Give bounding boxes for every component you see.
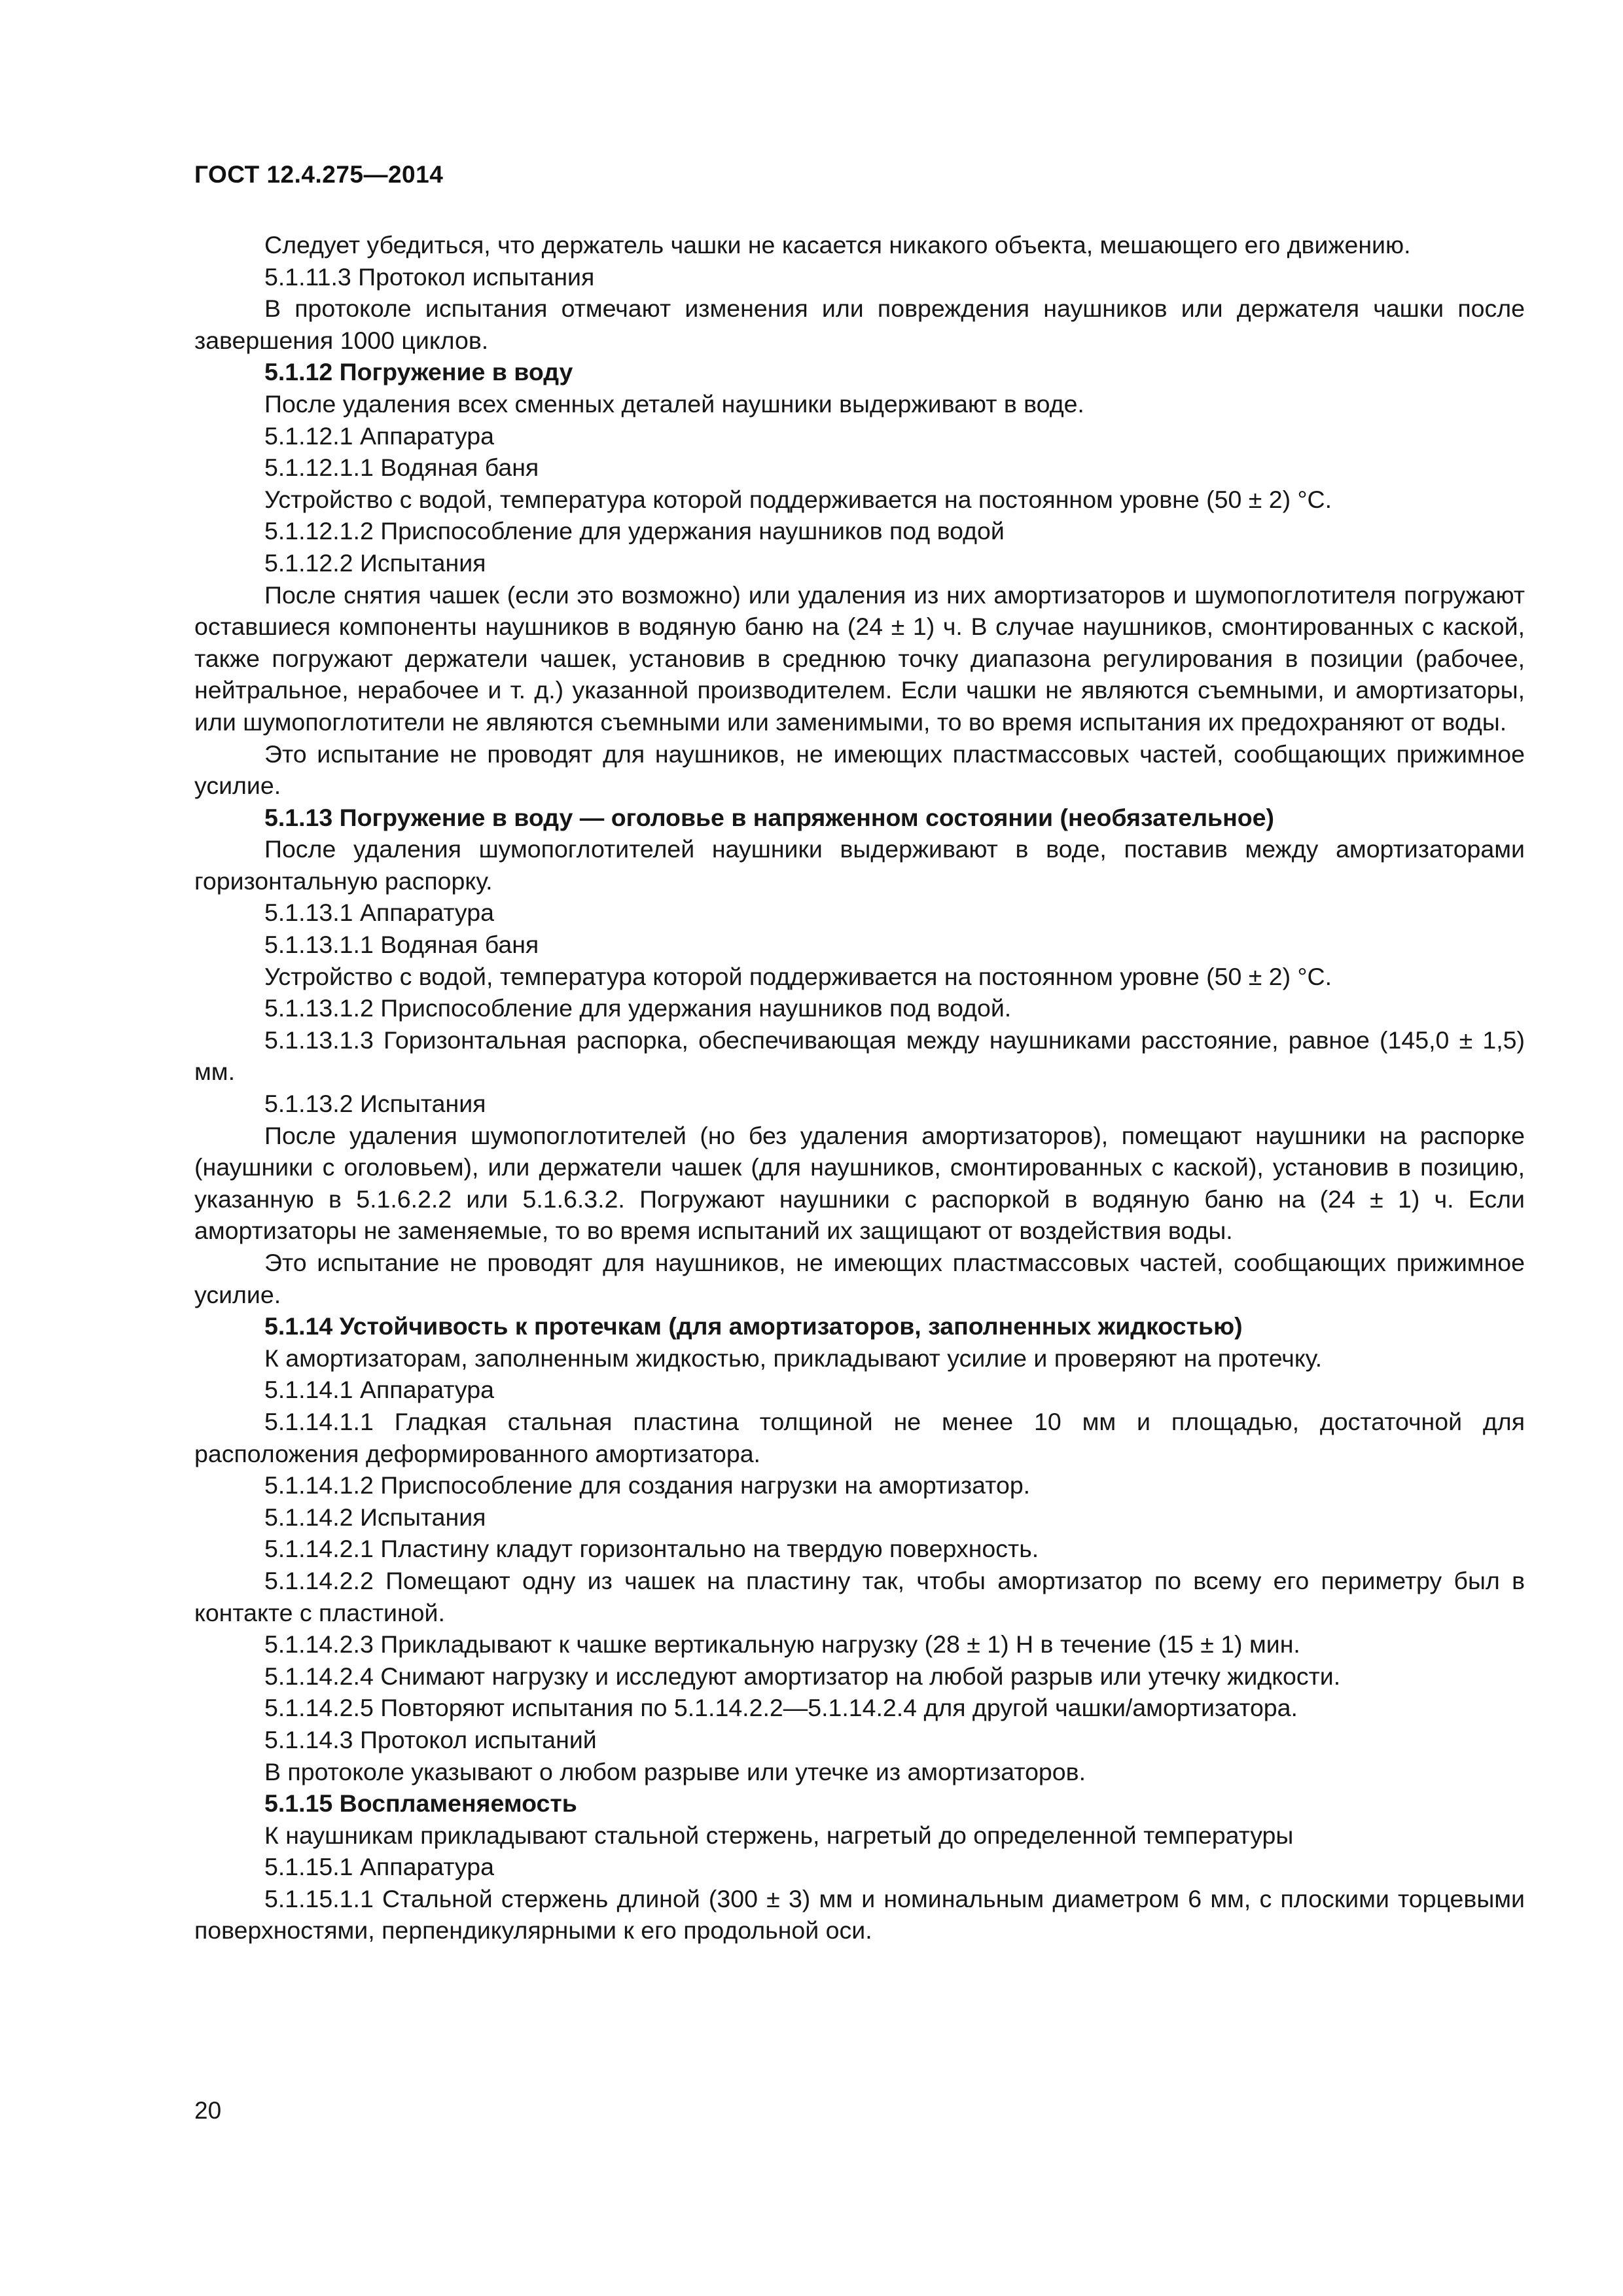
paragraph: К амортизаторам, заполненным жидкостью, прикладывают усилие и проверяют на протечку. bbox=[264, 1344, 1323, 1372]
paragraph: 5.1.13.1.2 Приспособление для удержания наушников под водой. bbox=[264, 994, 1012, 1022]
paragraph: В протоколе указывают о любом разрыве или утечке из амортизаторов. bbox=[264, 1757, 1086, 1785]
paragraph: 5.1.14.2.4 Снимают нагрузку и исследуют амортизатор на любой разрыв или утечку жидкости. bbox=[264, 1662, 1341, 1690]
paragraph: После удаления шумопоглотителей (но без удаления амортизаторов), помещают наушники на распорке (наушники с оголовьем), или держатели чашек (для наушников, смонтированных с каской), установив в позицию, указанную в 5.1.6.2.2 или 5.1.6.3.2. Погружают наушники с распоркой в водяную баню на (24 ± 1) ч. Если амортизаторы не заменяемые, то во время испытаний их защищают от воздействия воды. bbox=[194, 1121, 1525, 1245]
paragraph: 5.1.14.2.5 Повторяют испытания по 5.1.14.2.2—5.1.14.2.4 для другой чашки/амортизатора. bbox=[264, 1694, 1298, 1722]
paragraph: 5.1.13.1.1 Водяная баня bbox=[264, 931, 539, 959]
document-body bbox=[194, 229, 1525, 1946]
paragraph: 5.1.15.1 Аппаратура bbox=[264, 1853, 494, 1881]
paragraph: 5.1.14.1.1 Гладкая стальная пластина толщиной не менее 10 мм и площадью, достаточной для расположения деформированного амортизатора. bbox=[194, 1407, 1525, 1467]
paragraph: К наушникам прикладывают стальной стержень, нагретый до определенной температуры bbox=[264, 1821, 1294, 1849]
section-heading: 5.1.14 Устойчивость к протечкам (для амортизаторов, заполненных жидкостью) bbox=[264, 1312, 1243, 1340]
paragraph: 5.1.13.2 Испытания bbox=[264, 1090, 486, 1118]
paragraph: 5.1.14.2.1 Пластину кладут горизонтально на твердую поверхность. bbox=[264, 1535, 1039, 1563]
section-heading: 5.1.12 Погружение в воду bbox=[264, 358, 573, 386]
section-heading: 5.1.13 Погружение в воду — оголовье в напряженном состоянии (необязательное) bbox=[264, 803, 1274, 831]
paragraph: 5.1.12.1.1 Водяная баня bbox=[264, 454, 539, 482]
paragraph: Устройство с водой, температура которой поддерживается на постоянном уровне (50 ± 2) °С. bbox=[264, 485, 1332, 513]
page-number: 20 bbox=[194, 2097, 222, 2124]
paragraph: 5.1.12.2 Испытания bbox=[264, 548, 486, 577]
paragraph: 5.1.13.1.3 Горизонтальная распорка, обеспечивающая между наушниками расстояние, равное (145,0 ± 1,5) мм. bbox=[194, 1026, 1525, 1086]
document-code-header: ГОСТ 12.4.275—2014 bbox=[194, 161, 444, 188]
paragraph: 5.1.14.2 Испытания bbox=[264, 1503, 486, 1531]
paragraph: 5.1.14.1 Аппаратура bbox=[264, 1376, 494, 1404]
section-heading: 5.1.15 Воспламеняемость bbox=[264, 1789, 577, 1818]
paragraph: 5.1.11.3 Протокол испытания bbox=[264, 262, 595, 291]
paragraph: Устройство с водой, температура которой поддерживается на постоянном уровне (50 ± 2) °С. bbox=[264, 962, 1332, 990]
paragraph: 5.1.14.2.3 Прикладывают к чашке вертикальную нагрузку (28 ± 1) Н в течение (15 ± 1) мин. bbox=[264, 1630, 1300, 1659]
paragraph: 5.1.15.1.1 Стальной стержень длиной (300 ± 3) мм и номинальным диаметром 6 мм, с плоскими торцевыми поверхностями, перпендикулярными к его продольной оси. bbox=[194, 1884, 1525, 1945]
paragraph: Это испытание не проводят для наушников, не имеющих пластмассовых частей, сообщающих прижимное усилие. bbox=[194, 1249, 1525, 1308]
paragraph: 5.1.12.1 Аппаратура bbox=[264, 422, 494, 450]
paragraph: После удаления всех сменных деталей наушники выдерживают в воде. bbox=[264, 389, 1084, 418]
paragraph: После снятия чашек (если это возможно) или удаления из них амортизаторов и шумопоглотителя погружают оставшиеся компоненты наушников в водяную баню на (24 ± 1) ч. В случае наушников, смонтированных с каской, также погружают держатели чашек, установив в среднюю точку диапазона регулирования в позиции (рабочее, нейтральное, нерабочее и т. д.) указанной производителем. Если чашки не являются съемными, и амортизаторы, или шумопоглотители не являются съемными или заменимыми, то во время испытания их предохраняют от воды. bbox=[194, 581, 1525, 736]
paragraph: 5.1.13.1 Аппаратура bbox=[264, 899, 494, 927]
paragraph: 5.1.12.1.2 Приспособление для удержания наушников под водой bbox=[264, 517, 1005, 545]
paragraph: После удаления шумопоглотителей наушники выдерживают в воде, поставив между амортизаторами горизонтальную распорку. bbox=[194, 835, 1525, 895]
paragraph: 5.1.14.1.2 Приспособление для создания нагрузки на амортизатор. bbox=[264, 1471, 1031, 1499]
paragraph: Следует убедиться, что держатель чашки не касается никакого объекта, мешающего его движению. bbox=[264, 231, 1411, 259]
paragraph: 5.1.14.2.2 Помещают одну из чашек на пластину так, чтобы амортизатор по всему его периметру был в контакте с пластиной. bbox=[194, 1566, 1525, 1626]
paragraph: В протоколе испытания отмечают изменения или повреждения наушников или держателя чашки после завершения 1000 циклов. bbox=[194, 295, 1525, 354]
paragraph: Это испытание не проводят для наушников, не имеющих пластмассовых частей, сообщающих прижимное усилие. bbox=[194, 740, 1525, 800]
paragraph: 5.1.14.3 Протокол испытаний bbox=[264, 1725, 597, 1753]
